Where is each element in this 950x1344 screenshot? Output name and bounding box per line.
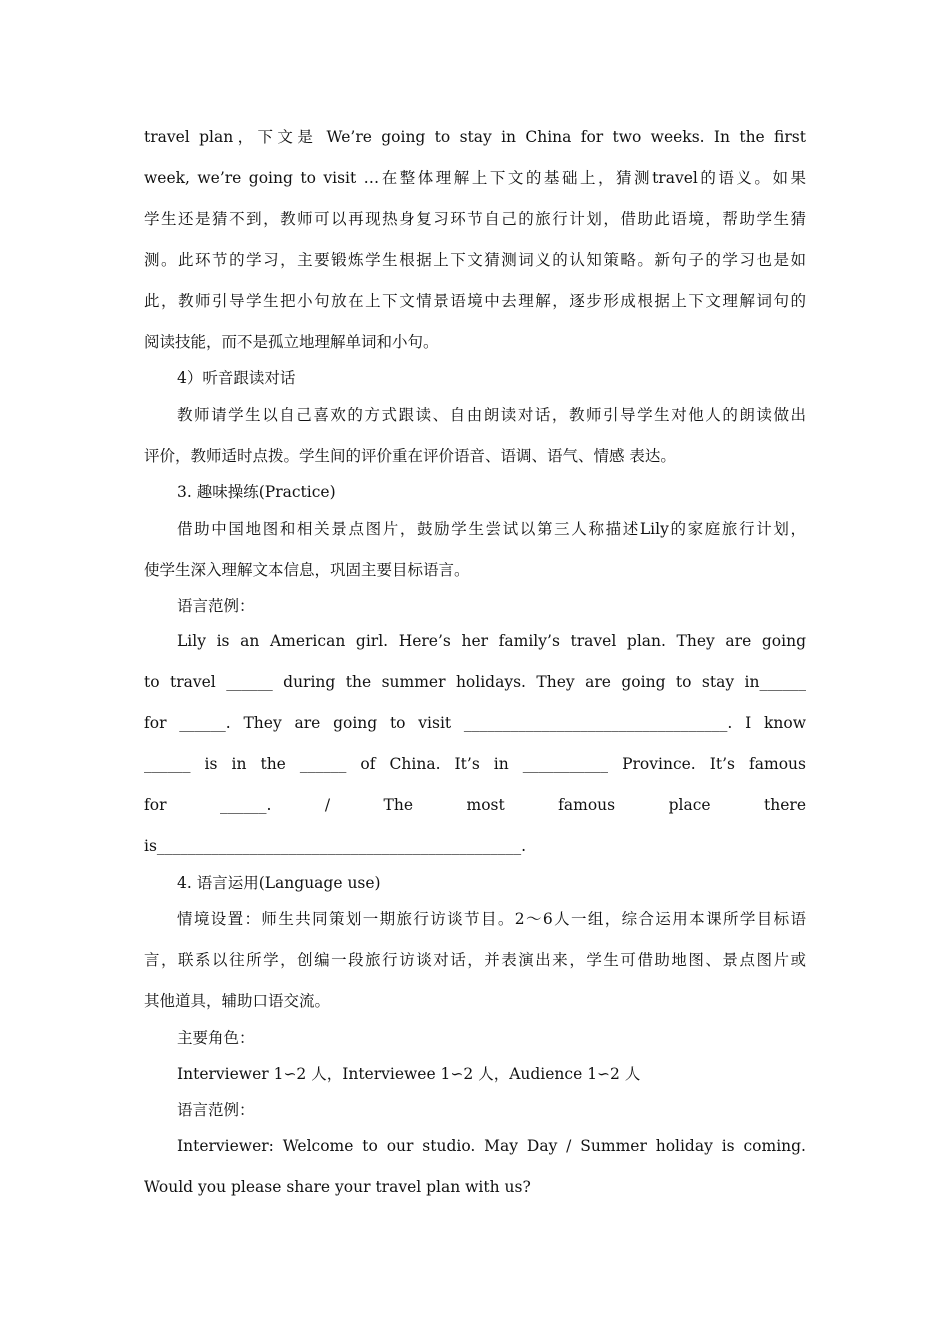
paragraph-line-11: 情境设置：师生共同策划一期旅行访谈节目。2～6人一组，综合运用本课所学目标语 <box>177 910 806 928</box>
section-heading-listen-repeat: 4）听音跟读对话 <box>177 369 296 387</box>
paragraph-line-13: 其他道具，辅助口语交流。 <box>144 992 331 1010</box>
example-label-1: 语言范例： <box>177 597 255 615</box>
paragraph-line-1: travel plan，下文是 We’re going to stay in China for two weeks. In the first <box>144 128 806 146</box>
paragraph-line-4: 测。此环节的学习，主要锻炼学生根据上下文猜测词义的认知策略。新句子的学习也是如 <box>144 251 806 269</box>
example-line-5: for ______. / The most famous place there <box>144 796 806 814</box>
dialogue-line-2: Would you please share your travel plan with us? <box>144 1178 531 1196</box>
paragraph-line-7: 教师请学生以自己喜欢的方式跟读、自由朗读对话，教师引导学生对他人的朗读做出 <box>177 406 806 424</box>
paragraph-line-5: 此，教师引导学生把小句放在上下文情景语境中去理解，逐步形成根据上下文理解词句的 <box>144 292 806 310</box>
paragraph-line-6: 阅读技能，而不是孤立地理解单词和小句。 <box>144 333 439 351</box>
section-heading-practice: 3. 趣味操练(Practice) <box>177 483 336 501</box>
example-line-6: is_______________________________________________. <box>144 837 527 855</box>
example-line-3: for ______. They are going to visit __________________________________. I know <box>144 714 806 732</box>
example-line-1: Lily is an American girl. Here’s her family’s travel plan. They are going <box>177 632 806 650</box>
paragraph-line-2: week, we’re going to visit …在整体理解上下文的基础上，猜测travel的语义。如果 <box>144 169 806 187</box>
paragraph-line-12: 言，联系以往所学，创编一段旅行访谈对话，并表演出来，学生可借助地图、景点图片或 <box>144 951 806 969</box>
example-label-2: 语言范例： <box>177 1101 255 1119</box>
paragraph-line-10: 使学生深入理解文本信息，巩固主要目标语言。 <box>144 561 470 579</box>
roles-list: Interviewer 1∽2 人，Interviewee 1∽2 人，Audience 1∽2 人 <box>177 1065 641 1083</box>
paragraph-line-9: 借助中国地图和相关景点图片，鼓励学生尝试以第三人称描述Lily的家庭旅行计划， <box>177 520 806 538</box>
section-heading-language-use: 4. 语言运用(Language use) <box>177 874 381 892</box>
roles-label: 主要角色： <box>177 1029 255 1047</box>
paragraph-line-8: 评价，教师适时点拨。学生间的评价重在评价语音、语调、语气、情感 表达。 <box>144 447 676 465</box>
dialogue-line-1: Interviewer: Welcome to our studio. May Day / Summer holiday is coming. <box>177 1137 806 1155</box>
paragraph-line-3: 学生还是猜不到，教师可以再现热身复习环节自己的旅行计划，借助此语境，帮助学生猜 <box>144 210 806 228</box>
example-line-2: to travel ______ during the summer holidays. They are going to stay in______ <box>144 673 806 691</box>
example-line-4: ______ is in the ______ of China. It’s in ___________ Province. It’s famous <box>144 755 806 773</box>
